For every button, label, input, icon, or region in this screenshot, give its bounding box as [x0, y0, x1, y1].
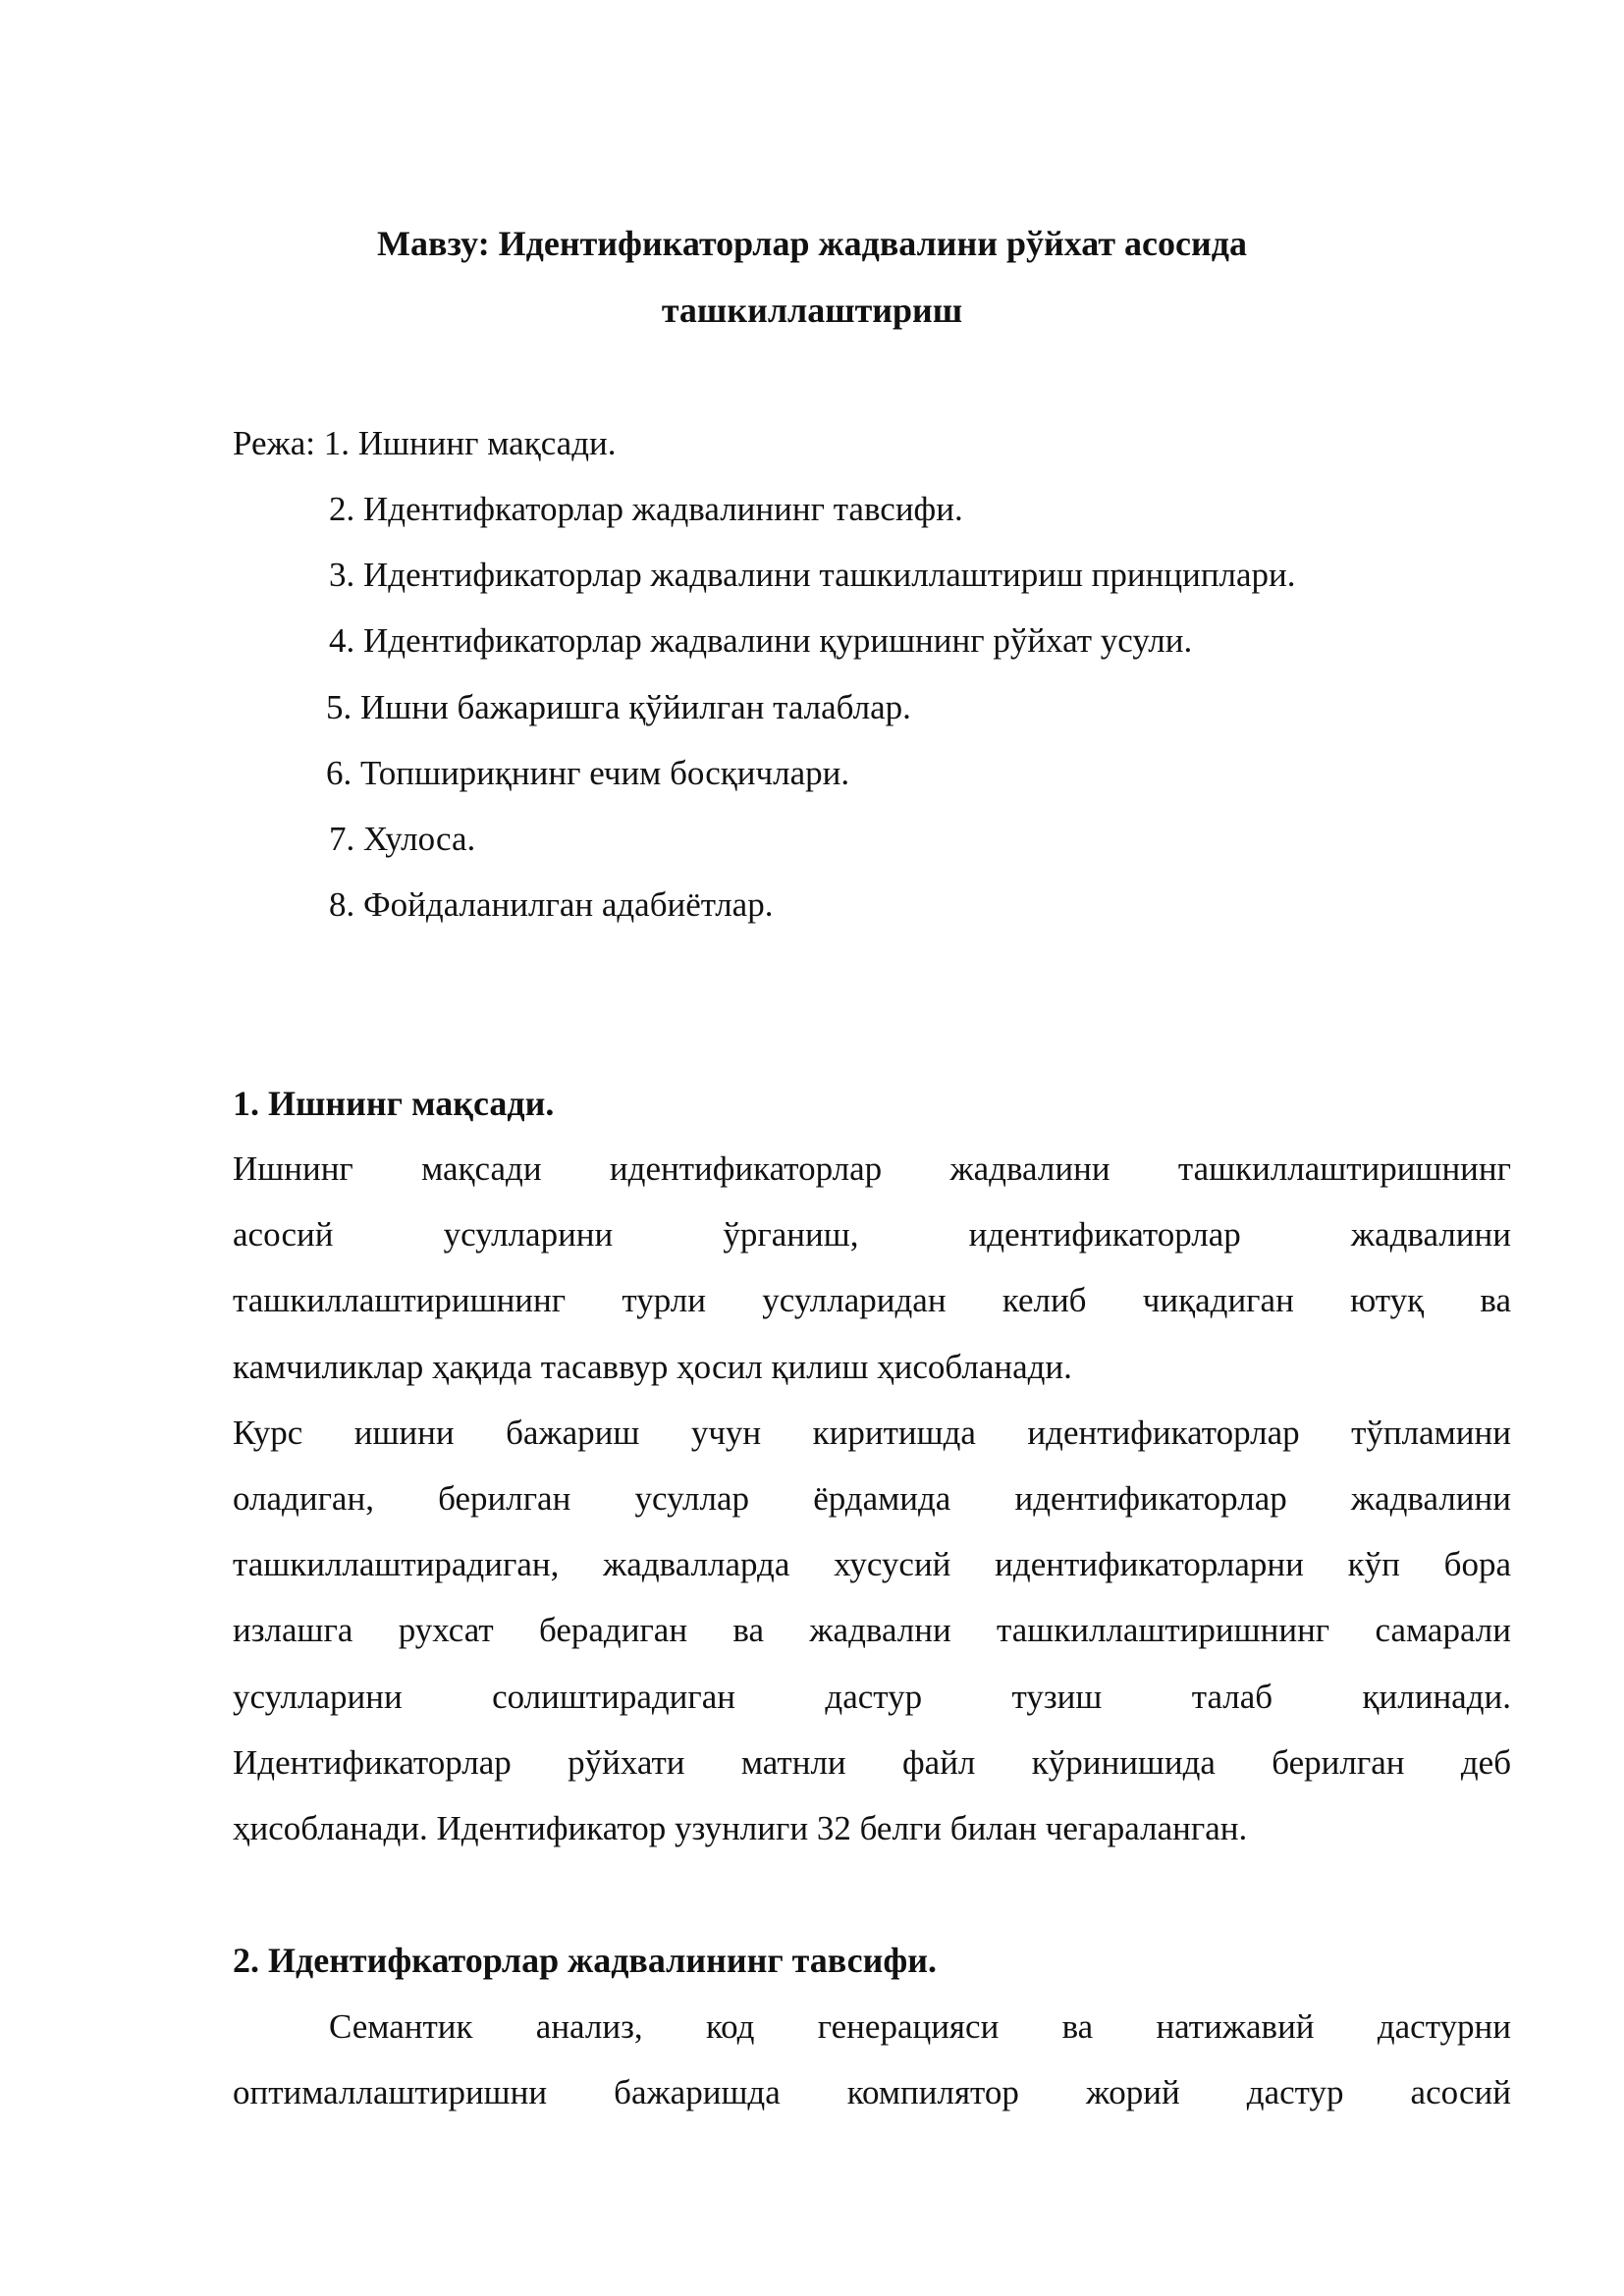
- section-2-text-line: Семантик анализ, код генерацияси ва натижавий дастурни: [329, 2007, 1511, 2046]
- section-1-text-line: ташкиллаштиришнинг турли усулларидан келиб чиқадиган ютуқ ва: [233, 1281, 1511, 1319]
- section-1-text-line: ташкиллаштирадиган, жадвалларда хусусий идентификаторларни кўп бора: [233, 1545, 1511, 1583]
- plan-item: 8. Фойдаланилган адабиётлар.: [329, 885, 774, 924]
- plan-item: 5. Ишни бажаришга қўйилган талаблар.: [326, 688, 911, 726]
- plan-item: 4. Идентификаторлар жадвалини қуришнинг рўйхат усули.: [329, 621, 1193, 660]
- document-title-line-1: Мавзу: Идентификаторлар жадвалини рўйхат асосида: [377, 224, 1247, 263]
- plan-item: 6. Топшириқнинг ечим босқичлари.: [326, 754, 850, 792]
- section-1-text-line: Курс ишини бажариш учун киритишда идентификаторлар тўпламини: [233, 1414, 1511, 1452]
- section-1-text-line: Идентификаторлар рўйхати матнли файл кўринишида берилган деб: [233, 1743, 1511, 1782]
- section-1-text-line: камчиликлар ҳақида тасаввур ҳосил қилиш ҳисобланади.: [233, 1348, 1072, 1386]
- plan-item: 7. Хулоса.: [329, 820, 476, 858]
- document-title-line-2: ташкиллаштириш: [661, 291, 963, 330]
- plan-label-first-item: Режа: 1. Ишнинг мақсади.: [233, 424, 617, 462]
- section-1-text-line: асосий усулларини ўрганиш, идентификаторлар жадвалини: [233, 1215, 1511, 1254]
- section-1-text-line: излашга рухсат берадиган ва жадвални ташкиллаштиришнинг самарали: [233, 1611, 1511, 1649]
- section-1-text-line: ҳисобланади. Идентификатор узунлиги 32 белги билан чегараланган.: [233, 1809, 1248, 1847]
- section-1-heading: 1. Ишнинг мақсади.: [233, 1084, 555, 1123]
- section-2-text-line: оптималлаштиришни бажаришда компилятор жорий дастур асосий: [233, 2073, 1511, 2111]
- section-2-heading: 2. Идентифкаторлар жадвалининг тавсифи.: [233, 1941, 938, 1980]
- section-1-text-line: Ишнинг мақсади идентификаторлар жадвалини ташкиллаштиришнинг: [233, 1149, 1511, 1188]
- section-1-text-line: усулларини солиштирадиган дастур тузиш талаб қилинади.: [233, 1678, 1511, 1716]
- plan-item: 2. Идентифкаторлар жадвалининг тавсифи.: [329, 490, 963, 528]
- plan-item: 3. Идентификаторлар жадвалини ташкиллаштириш принциплари.: [329, 556, 1296, 594]
- section-1-text-line: оладиган, берилган усуллар ёрдамида идентификаторлар жадвалини: [233, 1479, 1511, 1518]
